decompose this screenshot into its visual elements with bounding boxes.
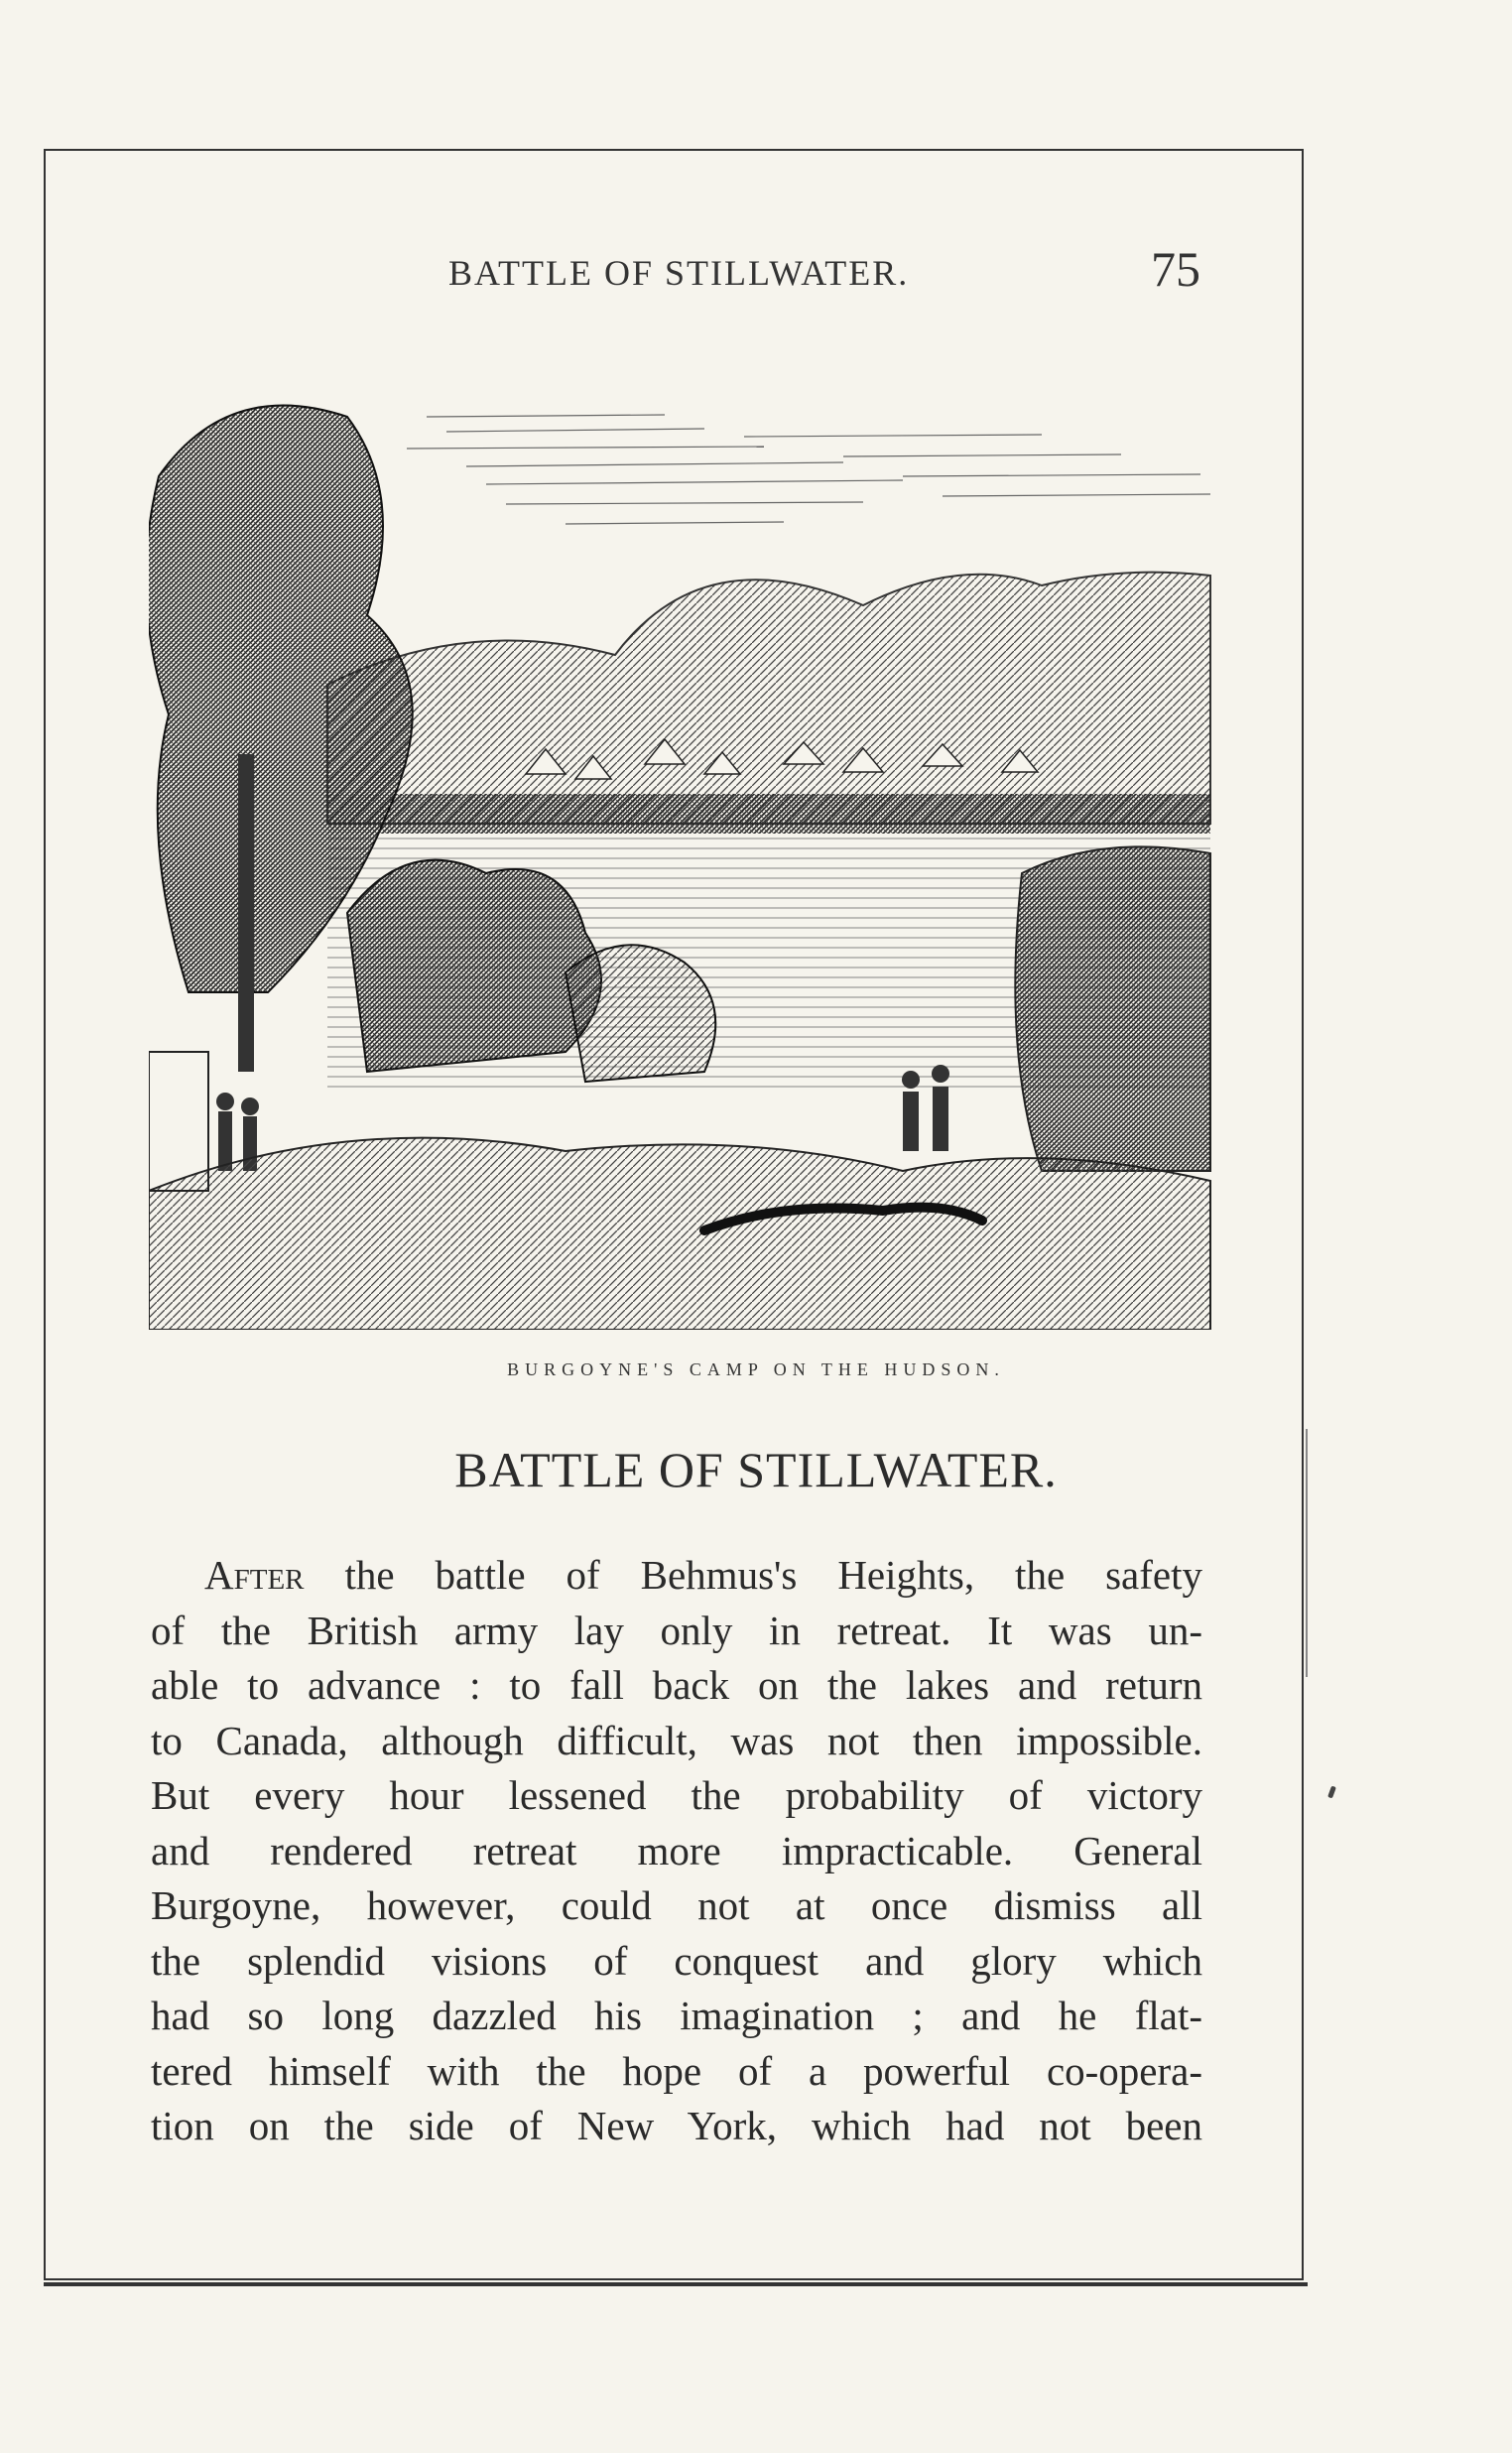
body-line: to Canada, although difficult, was not then impossible. — [151, 1717, 1202, 1763]
body-line: But every hour lessened the probability of victory — [151, 1772, 1202, 1818]
first-word: After — [204, 1552, 305, 1598]
body-line: able to advance : to fall back on the lakes and return — [151, 1662, 1202, 1708]
illustration-caption: BURGOYNE'S CAMP ON THE HUDSON. — [507, 1359, 1005, 1379]
running-head: BATTLE OF STILLWATER. — [448, 253, 910, 293]
page-number: 75 — [1151, 241, 1200, 297]
ink-speck — [1327, 1786, 1336, 1799]
body-line: of the British army lay only in retreat. It was un- — [151, 1607, 1202, 1653]
body-line: had so long dazzled his imagination ; and he flat- — [151, 1993, 1202, 2038]
first-line-rest: the battle of Behmus's Heights, the safety — [304, 1552, 1202, 1598]
foreground-ground — [149, 1138, 1210, 1330]
page-border-base — [44, 2282, 1308, 2286]
body-line: Burgoyne, however, could not at once dismiss all — [151, 1882, 1202, 1928]
left-post — [149, 1052, 208, 1191]
body-text — [151, 1548, 1202, 2154]
far-shore — [327, 794, 1210, 834]
body-line: tered himself with the hope of a powerful co-opera- — [151, 2047, 1202, 2094]
body-line: and rendered retreat more impracticable. General — [151, 1827, 1202, 1873]
chapter-title: BATTLE OF STILLWATER. — [454, 1442, 1058, 1497]
body-line — [151, 1548, 1202, 1604]
body-line: the splendid visions of conquest and glory which — [151, 1937, 1202, 1984]
engraving-illustration — [149, 357, 1220, 1330]
body-line: tion on the side of New York, which had not been — [151, 2103, 1202, 2148]
sky-clouds — [407, 415, 1210, 524]
hills — [327, 573, 1210, 824]
right-bank-trees — [1015, 846, 1210, 1171]
